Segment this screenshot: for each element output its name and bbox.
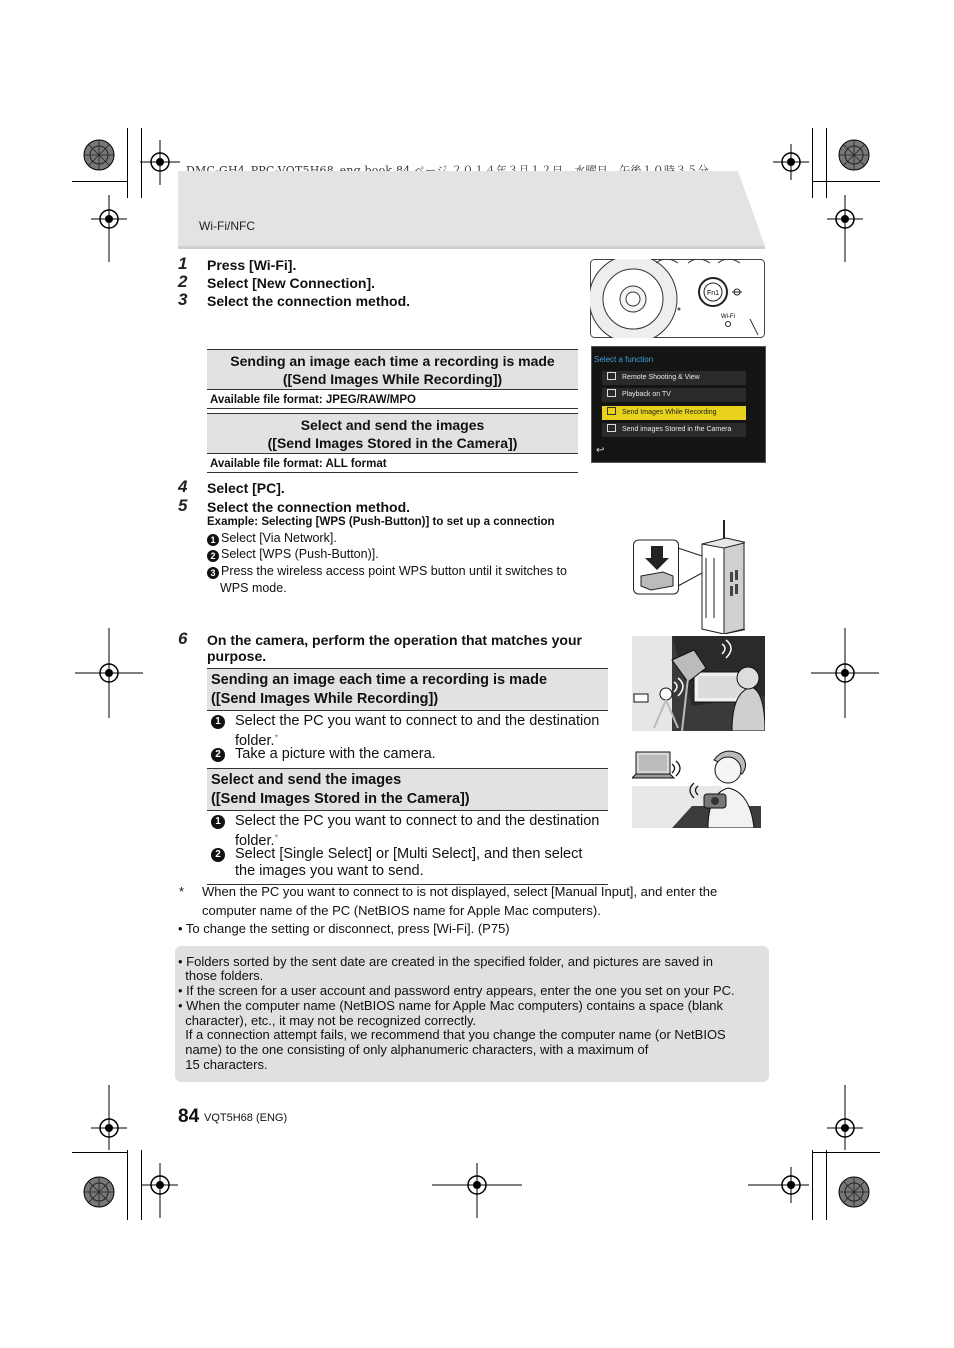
step-text: Select the connection method. (207, 499, 411, 515)
page-number: 84 (178, 1106, 200, 1127)
camera-icon (607, 372, 616, 380)
send-icon (607, 407, 616, 415)
step-text: Select [New Connection]. (207, 275, 376, 291)
note-line: character), etc., it may not be recognized correctly. (178, 1013, 477, 1028)
router-wps-illustration (633, 518, 745, 634)
send-icon (607, 424, 616, 432)
step-number: 6 (178, 629, 188, 648)
note-line: those folders. (178, 968, 264, 983)
bullet-note: • To change the setting or disconnect, press [Wi-Fi]. (P75) (178, 921, 510, 936)
step-text: Select the connection method. (207, 293, 411, 309)
step-number: 2 (178, 272, 188, 291)
example-item: 1 Select [Via Network]. (207, 531, 337, 546)
file-format-label: Available file format: JPEG/RAW/MPO (207, 392, 578, 409)
menu-item-send-stored[interactable]: Send images Stored in the Camera (602, 423, 746, 437)
wifi-label: Wi-Fi (721, 314, 735, 320)
step-text: Press [Wi-Fi]. (207, 257, 297, 273)
example-item-continued: WPS mode. (220, 581, 287, 595)
operation-item: 2 Select [Single Select] or [Multi Select], and then select the images you want to send. (211, 846, 608, 880)
operation-box-header: Sending an image each time a recording is made ([Send Images While Recording]) (207, 668, 608, 711)
menu-title: Select a function (594, 355, 654, 364)
section-header-band (178, 171, 765, 249)
operation-item: 2 Take a picture with the camera. (211, 746, 608, 764)
studio-recording-illustration (632, 636, 765, 731)
operation-item: 1 Select the PC you want to connect to and the destination folder.* (211, 813, 608, 847)
back-icon[interactable]: ↩ (596, 445, 605, 456)
note-line: If a connection attempt fails, we recommend that you change the computer name (or NetBIOS (178, 1027, 726, 1042)
example-heading: Example: Selecting [WPS (Push-Button)] to set up a connection (207, 516, 555, 528)
step-number: 3 (178, 290, 188, 309)
menu-item-remote-shooting[interactable]: Remote Shooting & View (602, 371, 746, 385)
footnote-text: When the PC you want to connect to is not displayed, select [Manual Input], and enter the computer name of the PC (NetBIOS name for Apple Mac computers). (202, 884, 718, 918)
step-text: On the camera, perform the operation that matches your purpose. (207, 632, 582, 664)
operation-box-header: Select and send the images ([Send Images Stored in the Camera]) (207, 768, 608, 811)
note-line: name) to the one consisting of only alphanumeric characters, with a maximum of (178, 1042, 649, 1057)
file-format-label: Available file format: ALL format (207, 456, 578, 473)
camera-to-laptop-illustration (632, 746, 761, 828)
page-code: VQT5H68 (ENG) (204, 1112, 288, 1124)
note-line: • When the computer name (NetBIOS name for Apple Mac computers) contains a space (blank (178, 998, 724, 1013)
note-line: • Folders sorted by the sent date are created in the specified folder, and pictures are saved in (178, 954, 713, 969)
footnote-mark: * (179, 884, 185, 899)
step-number: 1 (178, 254, 188, 273)
menu-item-send-while-recording[interactable]: Send Images While Recording (602, 406, 746, 420)
note-line: 15 characters. (178, 1057, 268, 1072)
operation-item: 1 Select the PC you want to connect to and the destination folder.* (211, 713, 608, 747)
camera-fn-button-illustration (590, 259, 765, 338)
fn-label: Fn1 (706, 290, 720, 297)
tv-icon (607, 389, 616, 397)
example-item: 2 Select [WPS (Push-Button)]. (207, 547, 379, 562)
connection-option-header: Sending an image each time a recording is made ([Send Images While Recording]) (207, 349, 578, 390)
step-number: 4 (178, 477, 188, 496)
camera-function-menu (591, 346, 766, 463)
section-title: Wi-Fi/NFC (199, 219, 255, 233)
note-line: • If the screen for a user account and password entry appears, enter the one you set on your PC. (178, 983, 735, 998)
step-text: Select [PC]. (207, 480, 285, 496)
menu-item-playback-tv[interactable]: Playback on TV (602, 388, 746, 402)
connection-option-header: Select and send the images ([Send Images Stored in the Camera]) (207, 413, 578, 454)
step-number: 5 (178, 496, 188, 515)
example-item: 3 Press the wireless access point WPS button until it switches to (207, 564, 567, 579)
